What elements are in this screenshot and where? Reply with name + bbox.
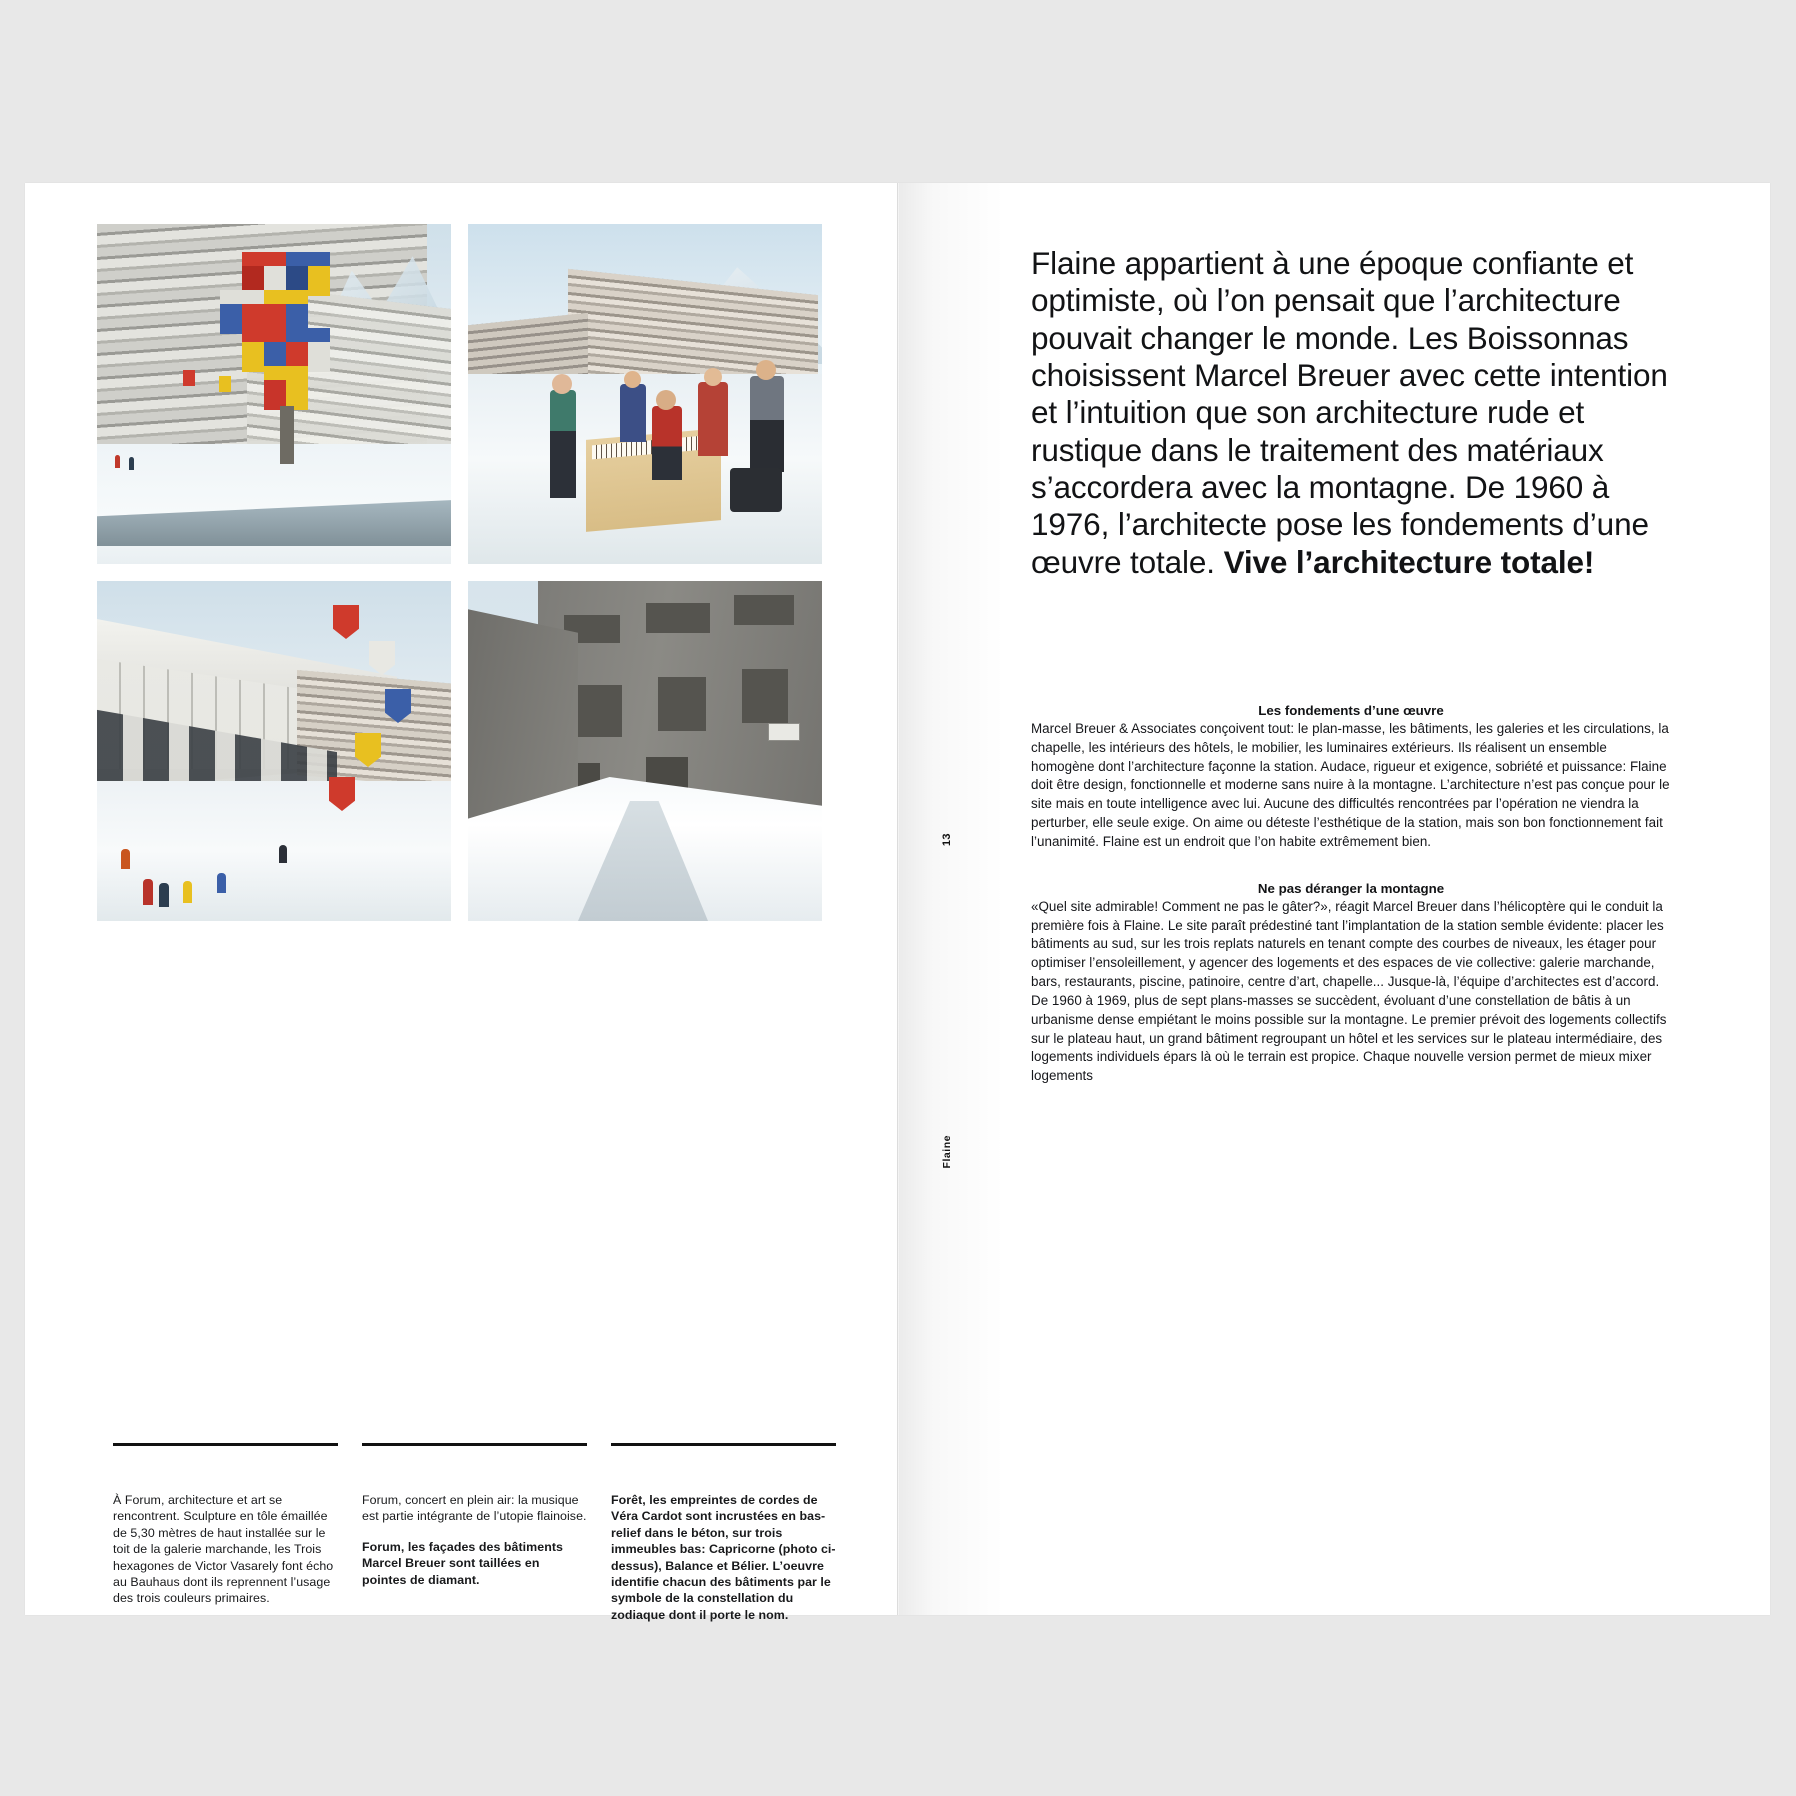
section-heading: Les fondements d’une œuvre	[1258, 703, 1444, 718]
figure-head	[704, 368, 722, 386]
lede-bold-text: Vive l’architecture totale!	[1223, 543, 1595, 580]
lede-plain-text: Flaine appartient à une époque confiante et optimiste, où l’on pensait que l’architecture pouvait changer le monde. Les Boissonnas choisissent Marcel Breuer avec cette intention et l’intuition que son architecture rude et rustique dans le traitement des matériaux s’accordera avec la montagne. De 1960 à 1976, l’architecte pose les fondements d’une œuvre totale.	[1031, 245, 1668, 580]
sculpture-cube	[264, 366, 308, 410]
figure-head	[756, 360, 776, 380]
body-text	[1031, 703, 1671, 1086]
section-montagne	[1031, 881, 1671, 1086]
caption-text: À Forum, architecture et art se rencontrent. Sculpture en tôle émaillée de 5,30 mètres de haut installée sur le toit de la galerie marchande, les Trois hexagones de Victor Vasarely font écho au Bauhaus dont ils reprennent l’usage des trois couleurs primaires.	[113, 1493, 334, 1606]
sculpture-base	[280, 406, 294, 464]
caption-rule	[362, 1443, 587, 1446]
section-heading: Ne pas déranger la montagne	[1257, 880, 1445, 896]
left-page	[25, 183, 897, 1622]
caption-text-bold: Forêt, les empreintes de cordes de Véra Cardot sont incrustées en bas-relief dans le béton, sur trois immeubles bas: Capricorne (photo ci-dessus), Balance et Bélier. L’oeuvre identifie chacun des bâtiments par le symbole de la constellation du zodiaque dont il porte le nom.	[611, 1493, 836, 1622]
caption-column-1	[113, 1443, 338, 1637]
figure-head	[656, 390, 676, 410]
figure-head	[552, 374, 572, 394]
folio-number: 13	[941, 833, 953, 847]
figure	[159, 883, 169, 907]
figure	[143, 879, 153, 905]
figure-audience	[698, 382, 728, 456]
flag	[333, 605, 359, 639]
photo-forum-sculpture	[97, 224, 451, 564]
photo-gallery-flags	[97, 581, 451, 921]
figure	[115, 455, 120, 468]
figure-skier	[279, 845, 287, 863]
figure-violinist	[550, 390, 576, 498]
figure-audience	[750, 376, 784, 472]
photo-grid	[97, 224, 822, 914]
caption-rule	[113, 1443, 338, 1446]
right-page	[899, 183, 1770, 1615]
flag	[219, 376, 231, 392]
figure-head	[624, 371, 641, 388]
equipment-case	[730, 468, 782, 512]
photo-foret-concrete	[468, 581, 822, 921]
figure-audience	[620, 384, 646, 442]
caption-row	[113, 1443, 843, 1637]
folio-label: Flaine	[941, 1135, 953, 1169]
caption-column-3	[611, 1443, 836, 1637]
book-spread	[25, 183, 1770, 1622]
figure	[129, 457, 134, 470]
caption-rule	[611, 1443, 836, 1446]
lede-paragraph	[1031, 245, 1691, 581]
caption-text: Forum, concert en plein air: la musique est partie intégrante de l’utopie flainoise.	[362, 1493, 587, 1524]
figure	[121, 849, 130, 869]
figure	[217, 873, 226, 893]
section-fondements	[1031, 703, 1671, 852]
section-paragraph: «Quel site admirable! Comment ne pas le gâter?», réagit Marcel Breuer dans l’hélicoptère qui le conduit la première fois à Flaine. Le site paraît prédestiné tant l’implantation de la station semble évidente: placer les bâtiments au sud, sur les trois replats naturels en tenant compte des courbes de niveaux, les étager pour optimiser l’ensoleillement, y agencer des logements et des espaces de vie collective: galerie marchande, bars, restaurants, piscine, patinoire, centre d’art, chapelle... Jusque-là, l’équipe d’architectes est d’accord. De 1960 à 1969, plus de sept plans-masses se succèdent, évoluant d’une constellation de bâtis à un urbanisme dense empiétant le moins possible sur la montagne. Le premier prévoit des logements collectifs sur le plateau haut, un grand bâtiment regroupant un hôtel et les services sur le plateau intermédiaire, des logements individuels épars là où le terrain est propice. Chaque nouvelle version permet de mieux mixer logements	[1031, 898, 1667, 1084]
flag	[369, 641, 395, 675]
caption-text-bold: Forum, les façades des bâtiments Marcel Breuer sont taillées en pointes de diamant.	[362, 1539, 563, 1587]
figure	[183, 881, 192, 903]
section-paragraph: Marcel Breuer & Associates conçoivent tout: le plan-masse, les bâtiments, les galeries et les circulations, la chapelle, les intérieurs des hôtels, le mobilier, les luminaires extérieurs. Ils réalisent un ensemble homogène dont l’architecture façonne la station. Audace, rigueur et exigence, sobriété et puissance: Flaine doit être design, fonctionnelle et moderne sans nuire à la montagne. L’architecture n’est pas conçue pour le site mais en toute intelligence avec lui. Aucune des difficultés rencontrées par l’opération ne viendra la perturber, elle seule exige. On aime ou déteste l’esthétique de la station, mais son bon fonctionnement fait l’unanimité. Flaine est un endroit que l’on habite extrêmement bien.	[1031, 721, 1670, 849]
photo-forum-concert	[468, 224, 822, 564]
signage	[768, 723, 800, 741]
figure-pianist	[652, 406, 682, 480]
caption-column-2	[362, 1443, 587, 1637]
flag	[183, 370, 195, 386]
